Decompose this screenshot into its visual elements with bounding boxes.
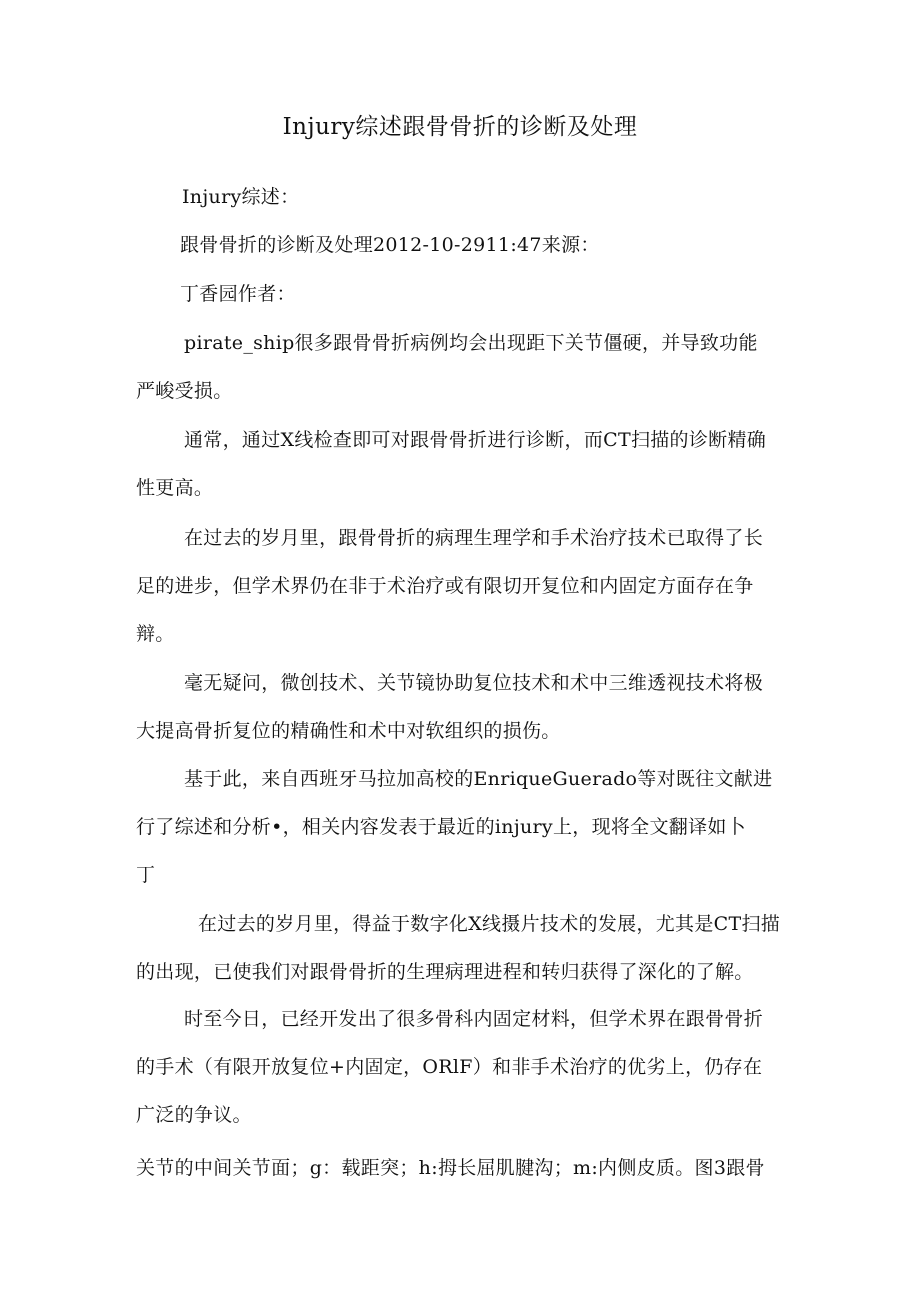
paragraph-line: 关节的中间关节面；g：载距突；h:拇长屈肌腱沟；m:内侧皮质。图3跟骨 — [136, 1157, 765, 1179]
paragraph-body — [136, 755, 786, 899]
paragraph-line: 在过去的岁月里，得益于数字化X线摄片技术的发展，尤其是CT扫描 — [198, 913, 781, 935]
paragraph-body — [136, 995, 786, 1139]
paragraph-line: 辩。 — [136, 623, 175, 645]
document-title: Injury综述跟骨骨折的诊断及处理 — [282, 114, 638, 140]
paragraph-body — [136, 514, 786, 658]
paragraph-body — [136, 659, 786, 755]
paragraph-line: 足的进步，但学术界仍在非于术治疗或有限切开复位和内固定方面存在争 — [136, 575, 754, 597]
paragraph-line: 性更高。 — [136, 477, 214, 499]
paragraph-line: 丁 — [136, 864, 156, 886]
figure-caption-fragment — [136, 1144, 786, 1192]
paragraph-line: pirate_ship很多跟骨骨折病例均会出现距下关节僵硬，并导致功能 — [184, 332, 758, 354]
paragraph-line: 基于此，来自西班牙马拉加高校的EnriqueGuerado等对既往文献进 — [184, 768, 773, 790]
paragraph-line: 时至今日，已经开发出了很多骨科内固定材料，但学术界在跟骨骨折 — [184, 1008, 764, 1030]
paragraph-line: 丁香园作者： — [180, 283, 296, 305]
paragraph-body — [136, 900, 786, 996]
paragraph-line: 跟骨骨折的诊断及处理2012-10-2911:47来源： — [180, 234, 600, 256]
paragraph-date-source — [136, 221, 786, 269]
paragraph-line: 广泛的争议。 — [136, 1104, 252, 1126]
paragraph-line: 的手术（有限开放复位+内固定，ORlF）和非手术治疗的优劣上，仍存在 — [136, 1056, 763, 1078]
paragraph-line: 行了综述和分析•，相关内容发表于最近的injury上，现将全文翻译如卜 — [136, 816, 746, 838]
paragraph-line: 的出现，已使我们对跟骨骨折的生理病理进程和转归获得了深化的了解。 — [136, 961, 754, 983]
paragraph-author — [136, 270, 786, 318]
paragraph-body — [136, 319, 786, 415]
paragraph-line: 通常，通过X线检查即可对跟骨骨折进行诊断，而CT扫描的诊断精确 — [184, 429, 767, 451]
paragraph-line: Injury综述： — [182, 186, 300, 208]
paragraph-heading — [136, 173, 786, 221]
paragraph-line: 大提高骨折复位的精确性和术中对软组织的损伤。 — [136, 720, 561, 742]
paragraph-line: 毫无疑问，微创技术、关节镜协助复位技术和术中三维透视技术将极 — [184, 672, 764, 694]
paragraph-line: 在过去的岁月里，跟骨骨折的病理生理学和手术治疗技术已取得了长 — [184, 527, 764, 549]
paragraph-line: 严峻受损。 — [136, 380, 233, 402]
paragraph-body — [136, 416, 786, 512]
